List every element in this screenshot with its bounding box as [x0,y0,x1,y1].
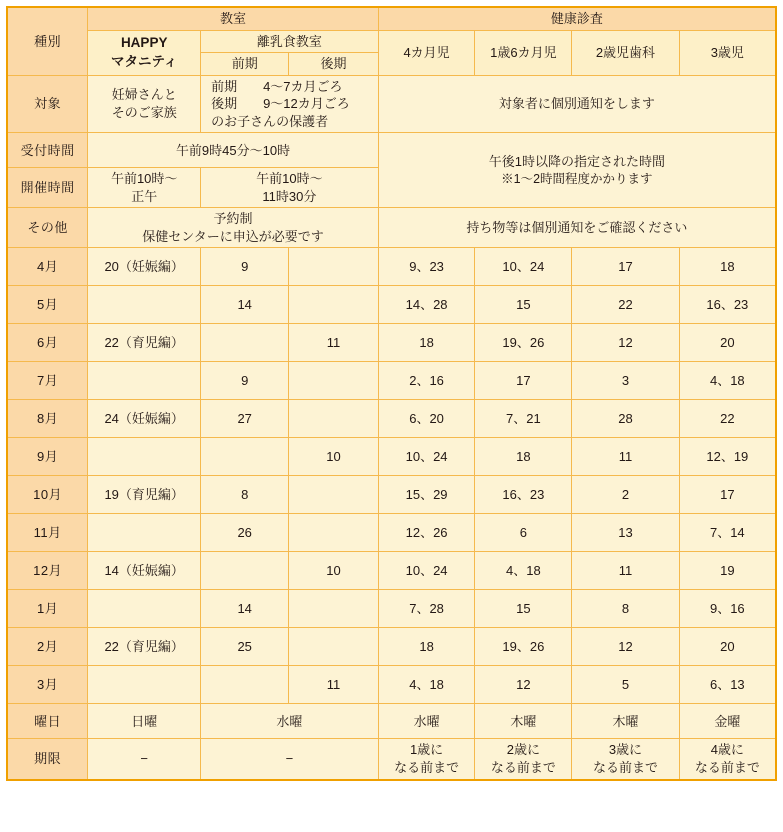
month-cell-weaning-kouki [289,400,378,438]
month-cell-weaning-zenki: 9 [201,362,289,400]
month-cell-weaning-kouki: 11 [289,666,378,704]
month-cell-checkup-2y-dental: 3 [572,362,679,400]
deadline-4m-line2: なる前まで [394,760,460,776]
header-group-classroom: 教室 [88,7,378,30]
deadline-checkup-1y6m [475,739,572,780]
month-cell-checkup-2y-dental: 12 [572,324,679,362]
month-cell-checkup-1y6m: 4、18 [475,552,572,590]
month-cell-weaning-kouki [289,514,378,552]
month-cell-weaning-zenki: 8 [201,476,289,514]
month-cell-weaning-zenki [201,552,289,590]
month-label: 12月 [7,552,88,590]
month-label: 5月 [7,286,88,324]
header-happy-maternity [88,30,201,75]
month-cell-checkup-1y6m: 17 [475,362,572,400]
target-happy [88,75,201,133]
table-row [7,476,776,514]
hours-weaning-line1: 午前10時〜 [256,171,323,187]
month-cell-checkup-3y: 12、19 [679,438,776,476]
month-cell-checkup-4m: 4、18 [378,666,475,704]
month-cell-checkup-1y6m: 15 [475,286,572,324]
row-label-target: 対象 [7,75,88,133]
month-label: 2月 [7,628,88,666]
reception-checkup-line1: 午後1時以降の指定された時間 [488,154,665,170]
weekday-checkup-4m: 水曜 [378,704,475,739]
month-label: 10月 [7,476,88,514]
other-classroom [88,208,378,248]
header-checkup-2y-dental: 2歳児歯科 [572,30,679,75]
month-cell-checkup-1y6m: 18 [475,438,572,476]
month-label: 1月 [7,590,88,628]
month-cell-weaning-zenki: 25 [201,628,289,666]
header-checkup-4m: 4カ月児 [378,30,475,75]
month-cell-checkup-1y6m: 15 [475,590,572,628]
month-cell-checkup-1y6m: 10、24 [475,248,572,286]
weekday-checkup-1y6m: 木曜 [475,704,572,739]
month-cell-checkup-3y: 18 [679,248,776,286]
deadline-checkup-3y [679,739,776,780]
weekday-weaning: 水曜 [201,704,379,739]
row-weekday [7,704,776,739]
month-cell-checkup-2y-dental: 13 [572,514,679,552]
month-cell-checkup-3y: 4、18 [679,362,776,400]
table-row [7,248,776,286]
month-cell-weaning-zenki [201,438,289,476]
month-cell-checkup-3y: 19 [679,552,776,590]
month-cell-checkup-3y: 20 [679,324,776,362]
header-type-label: 種別 [7,7,88,75]
header-weaning-class: 離乳食教室 [201,30,379,53]
month-cell-checkup-4m: 10、24 [378,438,475,476]
month-label: 6月 [7,324,88,362]
month-cell-checkup-4m: 7、28 [378,590,475,628]
header-checkup-1y6m: 1歳6カ月児 [475,30,572,75]
row-target [7,75,776,133]
deadline-4m-line1: 1歳に [409,742,444,758]
month-cell-happy [88,438,201,476]
month-cell-checkup-1y6m: 16、23 [475,476,572,514]
month-cell-checkup-2y-dental: 2 [572,476,679,514]
weekday-checkup-2y-dental: 木曜 [572,704,679,739]
month-cell-happy: 22（育児編） [88,628,201,666]
row-deadline [7,739,776,780]
month-label: 4月 [7,248,88,286]
deadline-1y6m-line1: 2歳に [506,742,540,758]
reception-checkup-line2: ※1〜2時間程度かかります [501,171,653,186]
table-row [7,286,776,324]
month-cell-happy [88,514,201,552]
row-label-hours: 開催時間 [7,168,88,208]
health-schedule-table [6,6,777,781]
row-other [7,208,776,248]
month-cell-happy [88,666,201,704]
month-cell-checkup-2y-dental: 11 [572,438,679,476]
table-row [7,590,776,628]
month-cell-checkup-2y-dental: 12 [572,628,679,666]
month-cell-checkup-2y-dental: 11 [572,552,679,590]
month-cell-checkup-1y6m: 19、26 [475,628,572,666]
month-cell-weaning-zenki: 14 [201,286,289,324]
month-cell-checkup-4m: 18 [378,324,475,362]
month-cell-weaning-zenki [201,324,289,362]
month-cell-checkup-4m: 12、26 [378,514,475,552]
deadline-2y-line2: なる前まで [592,760,658,776]
month-cell-weaning-kouki [289,248,378,286]
row-label-reception: 受付時間 [7,133,88,168]
deadline-1y6m-line2: なる前まで [490,760,556,776]
month-cell-happy: 22（育児編） [88,324,201,362]
table-row [7,514,776,552]
header-weaning-zenki: 前期 [201,53,289,76]
month-cell-happy: 14（妊娠編） [88,552,201,590]
month-cell-checkup-1y6m: 6 [475,514,572,552]
month-cell-happy [88,286,201,324]
month-cell-weaning-kouki: 10 [289,438,378,476]
month-cell-weaning-kouki: 11 [289,324,378,362]
table-row [7,628,776,666]
month-cell-happy [88,590,201,628]
month-cell-checkup-2y-dental: 22 [572,286,679,324]
weekday-happy: 日曜 [88,704,201,739]
month-cell-checkup-2y-dental: 5 [572,666,679,704]
row-label-weekday: 曜日 [7,704,88,739]
header-happy-line1: HAPPY [120,35,168,51]
row-label-deadline: 期限 [7,739,88,780]
table-row [7,400,776,438]
month-cell-happy: 19（育児編） [88,476,201,514]
month-cell-checkup-3y: 7、14 [679,514,776,552]
deadline-3y-line1: 4歳に [710,742,744,758]
month-label: 7月 [7,362,88,400]
month-cell-weaning-zenki: 26 [201,514,289,552]
row-label-other: その他 [7,208,88,248]
month-cell-checkup-2y-dental: 8 [572,590,679,628]
month-cell-weaning-zenki [201,666,289,704]
table-header-row-2 [7,30,776,53]
target-weaning-line2: 後期 9〜12カ月ごろ [211,96,350,112]
month-label: 9月 [7,438,88,476]
deadline-checkup-4m [378,739,475,780]
other-classroom-line1: 予約制 [213,211,253,227]
weekday-checkup-3y: 金曜 [679,704,776,739]
month-cell-weaning-zenki: 9 [201,248,289,286]
month-cell-happy [88,362,201,400]
month-cell-checkup-4m: 2、16 [378,362,475,400]
month-cell-checkup-2y-dental: 28 [572,400,679,438]
deadline-3y-line2: なる前まで [694,760,760,776]
hours-happy-line1: 午前10時〜 [110,171,178,187]
month-cell-checkup-4m: 15、29 [378,476,475,514]
deadline-weaning: − [201,739,379,780]
month-cell-checkup-3y: 22 [679,400,776,438]
header-group-checkup: 健康診査 [378,7,776,30]
month-label: 11月 [7,514,88,552]
hours-happy [88,168,201,208]
deadline-happy: − [88,739,201,780]
hours-happy-line2: 正午 [131,188,158,204]
month-cell-checkup-4m: 14、28 [378,286,475,324]
header-weaning-kouki: 後期 [289,53,378,76]
month-cell-checkup-3y: 17 [679,476,776,514]
month-label: 8月 [7,400,88,438]
table-row [7,324,776,362]
month-cell-weaning-zenki: 27 [201,400,289,438]
target-happy-line1: 妊婦さんと [111,87,177,103]
month-cell-happy: 24（妊娠編） [88,400,201,438]
hours-weaning-line2: 11時30分 [262,188,317,204]
reception-checkup [378,133,776,208]
reception-classroom: 午前9時45分〜10時 [88,133,378,168]
target-happy-line2: そのご家族 [111,104,177,120]
table-row [7,438,776,476]
month-cell-checkup-4m: 18 [378,628,475,666]
month-cell-weaning-kouki [289,286,378,324]
table-row [7,552,776,590]
other-checkup: 持ち物等は個別通知をご確認ください [378,208,776,248]
month-cell-weaning-zenki: 14 [201,590,289,628]
month-cell-weaning-kouki [289,590,378,628]
month-cell-checkup-4m: 9、23 [378,248,475,286]
month-cell-checkup-3y: 9、16 [679,590,776,628]
target-checkup: 対象者に個別通知をします [378,75,776,133]
table-row [7,362,776,400]
target-weaning-line3: のお子さんの保護者 [211,113,329,129]
month-cell-weaning-kouki [289,476,378,514]
month-label: 3月 [7,666,88,704]
table-header-row-1 [7,7,776,30]
month-cell-checkup-2y-dental: 17 [572,248,679,286]
row-reception [7,133,776,168]
header-checkup-3y: 3歳児 [679,30,776,75]
month-cell-checkup-4m: 10、24 [378,552,475,590]
month-cell-checkup-1y6m: 12 [475,666,572,704]
month-cell-weaning-kouki [289,362,378,400]
month-cell-checkup-4m: 6、20 [378,400,475,438]
hours-weaning [201,168,379,208]
target-weaning-line1: 前期 4〜7カ月ごろ [211,78,343,94]
deadline-2y-line1: 3歳に [608,742,643,758]
target-weaning [201,75,379,133]
month-cell-happy: 20（妊娠編） [88,248,201,286]
month-cell-checkup-3y: 20 [679,628,776,666]
month-cell-checkup-1y6m: 19、26 [475,324,572,362]
other-classroom-line2: 保健センターに申込が必要です [142,228,324,244]
table-row [7,666,776,704]
header-happy-line2: マタニティ [110,53,178,69]
deadline-checkup-2y-dental [572,739,679,780]
month-cell-weaning-kouki [289,628,378,666]
month-cell-checkup-3y: 6、13 [679,666,776,704]
month-cell-checkup-3y: 16、23 [679,286,776,324]
month-cell-checkup-1y6m: 7、21 [475,400,572,438]
month-cell-weaning-kouki: 10 [289,552,378,590]
